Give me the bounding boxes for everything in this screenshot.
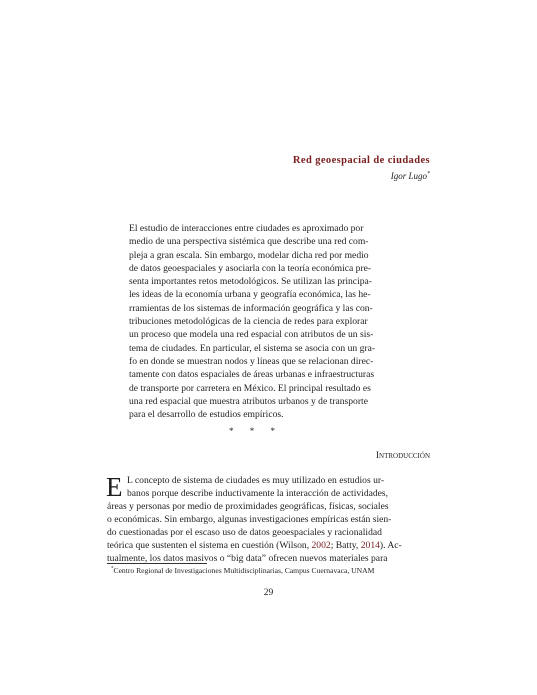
abstract-line: para el desarrollo de estudios empíricos. bbox=[129, 409, 284, 421]
body-text-run: ). Ac- bbox=[379, 540, 402, 551]
body-line: tualmente, los datos masivos o “big data” ofrecen nuevos materiales para bbox=[107, 553, 388, 564]
body-text bbox=[107, 474, 430, 565]
abstract-line: fo en donde se muestran nodos y líneas que se relacionan direc- bbox=[129, 355, 374, 367]
footnote-text: Centro Regional de Investigaciones Multidisciplinarias, Campus Cuernavaca, UNAM bbox=[113, 566, 375, 575]
body-line bbox=[107, 539, 430, 552]
abstract-line: medio de una perspectiva sistémica que describe una red com- bbox=[129, 236, 369, 248]
abstract-line: de datos geoespaciales y asociarla con la teoría económica pre- bbox=[129, 262, 372, 274]
author-footnote-mark: * bbox=[427, 171, 430, 177]
footnote bbox=[111, 566, 374, 575]
body-text-run: ; Batty, bbox=[330, 540, 361, 551]
author-name bbox=[300, 171, 430, 181]
body-line: do cuestionadas por el escaso uso de datos geoespaciales y racionalidad bbox=[107, 527, 382, 538]
drop-cap: E bbox=[106, 472, 123, 502]
abstract-line: un proceso que modela una red espacial con atributos de un sis- bbox=[129, 329, 374, 341]
footnote-rule bbox=[107, 563, 207, 564]
body-line: áreas y personas por medio de proximidades geográficas, físicas, sociales bbox=[107, 501, 389, 512]
abstract-line: de transporte por carretera en México. El principal resultado es bbox=[129, 382, 371, 394]
abstract-line: pleja a gran escala. Sin embargo, modelar dicha red por medio bbox=[129, 249, 369, 261]
author-text: Igor Lugo bbox=[390, 171, 427, 181]
body-line: banos porque describe inductivamente la interacción de actividades, bbox=[127, 488, 389, 499]
abstract-line: tema de ciudades. En particular, el sistema se asocia con un gra- bbox=[129, 342, 376, 354]
abstract-line: senta importantes retos metodológicos. Se utilizan las principa- bbox=[129, 276, 372, 288]
body-text-run: teórica que sustenten el sistema en cuestión (Wilson, bbox=[107, 540, 312, 551]
article-title: Red geoespacial de ciudades bbox=[292, 155, 430, 166]
page-number: 29 bbox=[263, 588, 274, 598]
abstract-line: tamente con datos espaciales de áreas urbanas e infraestructuras bbox=[129, 369, 375, 381]
abstract-line: tribuciones metodológicas de la ciencia de redes para explorar bbox=[129, 316, 368, 328]
body-line: L concepto de sistema de ciudades es muy utilizado en estudios ur- bbox=[127, 475, 385, 486]
section-separator: * * * bbox=[229, 426, 275, 436]
abstract-line: El estudio de interacciones entre ciudades es aproximado por bbox=[129, 223, 364, 234]
body-line: o económicas. Sin embargo, algunas investigaciones empíricas están sien- bbox=[107, 514, 392, 525]
abstract bbox=[129, 222, 407, 421]
abstract-line: rramientas de los sistemas de información geográfica y las con- bbox=[129, 302, 373, 314]
footnote-mark: * bbox=[111, 566, 114, 572]
abstract-line: les ideas de la economía urbana y geografía económica, las he- bbox=[129, 289, 371, 301]
section-heading: Introducción bbox=[375, 451, 430, 461]
citation-link[interactable]: 2002 bbox=[311, 540, 331, 551]
citation-link[interactable]: 2014 bbox=[360, 540, 380, 551]
abstract-line: una red espacial que muestra atributos urbanos y de transporte bbox=[129, 395, 368, 407]
